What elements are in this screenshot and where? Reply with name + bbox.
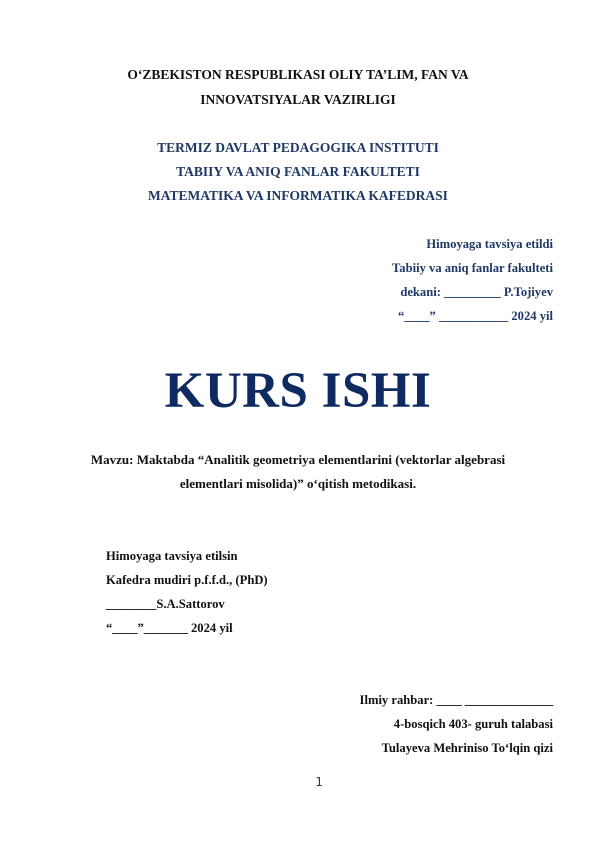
approval-top-line-4: “____” ___________ 2024 yil [398,309,553,323]
department-name: MATEMATIKA VA INFORMATIKA KAFEDRASI [148,188,448,203]
author-line-3: Tulayeva Mehriniso To‘lqin qizi [381,741,553,755]
author-line-2: 4-bosqich 403- guruh talabasi [393,717,553,731]
author-line-1: Ilmiy rahbar: ____ ______________ [359,693,553,707]
approval-left-line-2: Kafedra mudiri p.f.f.d., (PhD) [106,573,268,587]
approval-top-line-2: Tabiiy va aniq fanlar fakulteti [392,261,553,275]
approval-left-line-4: “____”_______ 2024 yil [106,621,233,635]
ministry-line-2: INNOVATSIYALAR VAZIRLIGI [200,92,396,107]
approval-top-line-3: dekani: _________ P.Tojiyev [400,285,553,299]
approval-top-line-1: Himoyaga tavsiya etildi [426,237,553,251]
faculty-name: TABIIY VA ANIQ FANLAR FAKULTETI [176,164,420,179]
institute-name: TERMIZ DAVLAT PEDAGOGIKA INSTITUTI [157,140,439,155]
approval-left-line-1: Himoyaga tavsiya etilsin [106,549,238,563]
approval-left-line-3: ________S.A.Sattorov [106,597,225,611]
topic-line-1: Mavzu: Maktabda “Analitik geometriya elementlarini (vektorlar algebrasi [90,452,506,467]
ministry-line-1: O‘ZBEKISTON RESPUBLIKASI OLIY TA’LIM, FAN VA [127,67,469,82]
page-number: 1 [315,775,323,789]
document-title: KURS ISHI [164,363,432,419]
topic-line-2: elementlari misolida)” o‘qitish metodikasi. [179,476,417,491]
